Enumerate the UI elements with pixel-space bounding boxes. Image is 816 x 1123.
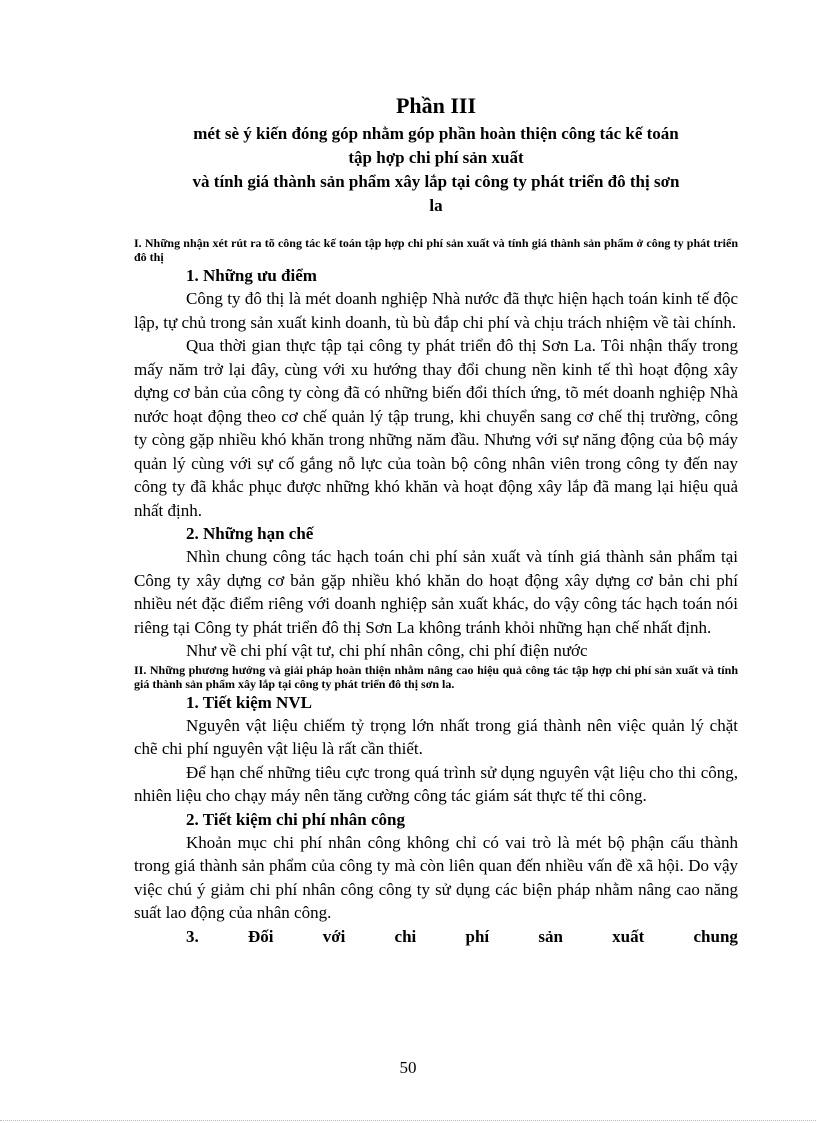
- labor-paragraph-1: Khoản mục chi phí nhân công không chỉ có vai trò là mét bộ phận cấu thành trong giá thành sản phẩm của công ty mà còn liên quan đến nhiều vấn đề xã hội. Do vậy việc chú ý giảm chi phí nhân công công ty sử dụng các biện pháp nhằm nâng cao năng suất lao động của nhân công.: [134, 832, 738, 922]
- section-2-heading: II. Những phương hướng và giải pháp hoàn thiện nhằm nâng cao hiệu quả công tác tập hợp chi phí sản xuất và tính giá thành sản phẩm xây lắp tại công ty phát triển đô thị sơn la.: [134, 662, 738, 691]
- general-cost-heading-word: với: [322, 926, 346, 946]
- page-number: 50: [399, 1058, 417, 1077]
- advantages-paragraph-2: Qua thời gian thực tập tại công ty phát triển đô thị Sơn La. Tôi nhận thấy trong mấy năm trở lại đây, cùng với xu hướng thay đổi chung nền kinh tế thì hoạt động xây dựng cơ bản của công ty còng đã có những biến đổi thích ứng, tõ mét doanh nghiệp Nhà nước hoạt động theo cơ chế quản lý tập trung, khi chuyển sang cơ chế thị trường, công ty còng gặp nhiều khó khăn trong những năm đầu. Nhưng với sự năng động của bộ máy quản lý cùng với sự cố gắng nỗ lực của toàn bộ công nhân viên trong công ty đến nay công ty đã khắc phục được những khó khăn và hoạt động xây lắp đã mang lại hiệu quả nhất định.: [134, 336, 738, 520]
- page-content: [134, 92, 738, 948]
- general-cost-heading-word: phí: [465, 926, 490, 946]
- advantages-paragraph-1: Công ty đô thị là mét doanh nghiệp Nhà nước đã thực hiện hạch toán kinh tế độc lập, tự chủ trong sản xuất kinh doanh, tù bù đắp chi phí và chịu trách nhiệm về tài chính.: [134, 289, 738, 332]
- limits-paragraph-2: Như về chi phí vật tư, chi phí nhân công, chi phí điện nước: [186, 641, 588, 660]
- limits-paragraph-1: Nhìn chung công tác hạch toán chi phí sản xuất và tính giá thành sản phẩm tại Công ty xây dựng cơ bản gặp nhiều khó khăn do hoạt động xây dựng cơ bản chi phí nhiều nét đặc điểm riêng với doanh nghiệp sản xuất khác, do vậy công tác hạch toán nói riêng tại Công ty phát triển đô thị Sơn La không tránh khỏi những hạn chế nhất định.: [134, 547, 738, 637]
- nvl-paragraph-2: Để hạn chế những tiêu cực trong quá trình sử dụng nguyên vật liệu cho thi công, nhiên liệu cho chạy máy nên tăng cường công tác giám sát thực tế thi công.: [134, 762, 738, 805]
- labor-heading: 2. Tiết kiệm chi phí nhân công: [186, 809, 406, 829]
- nvl-paragraph-1: Nguyên vật liệu chiếm tỷ trọng lớn nhất trong giá thành nên việc quản lý chặt chẽ chi phí nguyên vật liệu là rất cần thiết.: [134, 715, 738, 758]
- subtitle-line-2: tập hợp chi phí sản xuất: [348, 148, 524, 167]
- advantages-heading: 1. Những ưu điểm: [186, 266, 317, 285]
- nvl-heading: 1. Tiết kiệm NVL: [186, 692, 312, 712]
- page-bottom-border: [0, 1120, 816, 1121]
- subtitle-line-3: và tính giá thành sản phẩm xây lắp tại công ty phát triển đô thị sơn: [192, 172, 680, 191]
- general-cost-heading-word: chi: [394, 926, 417, 946]
- general-cost-heading-word: chung: [693, 926, 738, 946]
- general-cost-heading: [134, 925, 738, 948]
- limits-heading: 2. Những hạn chế: [186, 524, 314, 543]
- general-cost-heading-word: xuất: [612, 926, 645, 946]
- part-title: Phần III: [395, 93, 477, 118]
- subtitle-line-4: la: [429, 196, 443, 215]
- general-cost-heading-word: 3.: [186, 926, 199, 946]
- subtitle-line-1: mét sè ý kiến đóng góp nhằm góp phần hoàn thiện công tác kế toán: [193, 124, 679, 143]
- section-1-heading: I. Những nhận xét rút ra tõ công tác kế toán tập hợp chi phí sản xuất và tính giá thành sản phẩm ở công ty phát triển đô thị: [134, 236, 738, 264]
- general-cost-heading-word: sản: [538, 926, 563, 946]
- general-cost-heading-word: Đối: [247, 926, 274, 946]
